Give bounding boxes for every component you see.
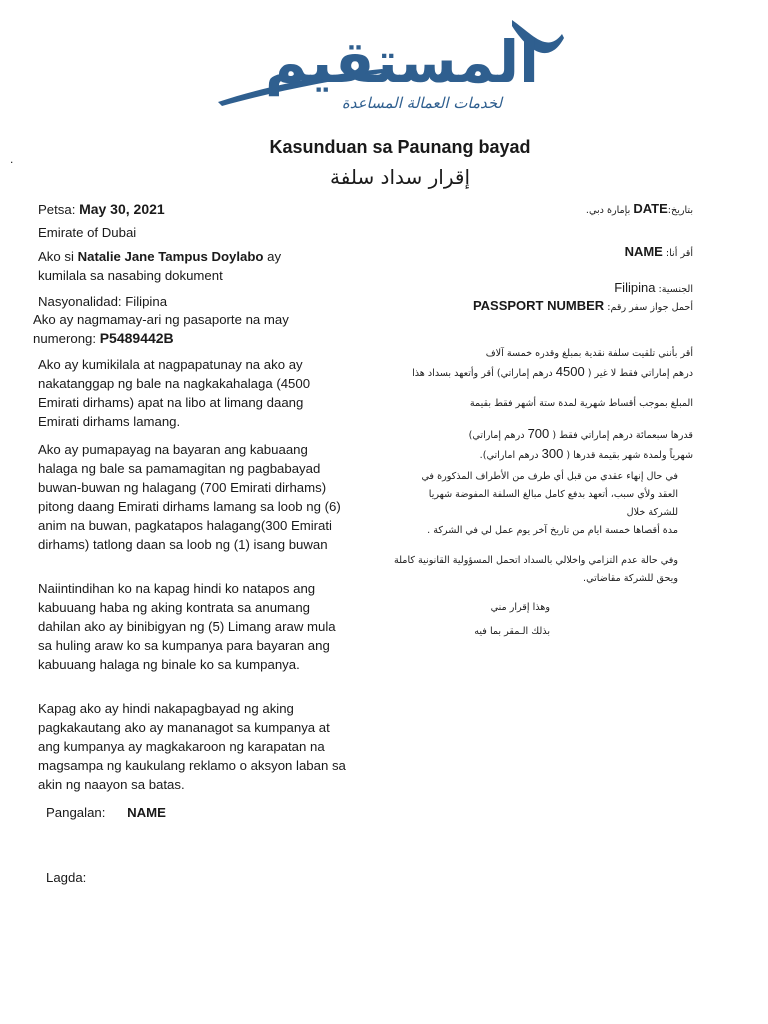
ar-p1-line2 — [412, 363, 693, 383]
date-value: May 30, 2021 — [79, 201, 165, 217]
document-title-arabic: إقرار سداد سلفة — [329, 165, 471, 189]
paragraph-4: Kapag ako ay hindi nakapagbayad ng aking pagkakautang ako ay mananagot sa kumpanya at ang kumpanya ay magkakaroon ng karapatan na magsampa ng kaukulang reklamo o aksyon laban sa akin ng naayon sa batas. — [38, 701, 346, 792]
ar-paragraph-2 — [421, 468, 678, 540]
logo-arabic-name: المستقيم — [264, 28, 540, 96]
ar-p1-line4 — [412, 425, 693, 445]
paragraph-liability — [38, 699, 348, 794]
ar-passport-en: PASSPORT NUMBER — [472, 298, 605, 313]
ar-date-place: بإمارة دبي. — [585, 205, 631, 216]
ar-paragraph-3 — [394, 552, 678, 588]
passport-line2: numerong: — [33, 331, 97, 346]
ar-amount-300: 300 — [541, 446, 564, 461]
ar-p2-line1: في حال إنهاء عقدي من قبل أي طرف من الأطراف المذكورة في — [421, 471, 678, 482]
ar-nationality-line — [614, 279, 693, 299]
ar-p1-l2b: درهم إماراتي) أقر وأتعهد بسداد هذا — [412, 368, 553, 379]
ar-date-label: بتاريخ: — [667, 205, 693, 216]
paragraph-2: Ako ay pumapayag na bayaran ang kabuaang halaga ng bale sa pamamagitan ng pagbabayad buwan-buwan ng halagang (700 Emirati dirhams) pitong daang Emirati dirhams lamang sa loob ng (6) anim na buwan, pagkatapos halagang(300 Emirati dirhams) tatlong daan sa loob ng (1) isang buwan — [38, 442, 341, 552]
name-suffix: ay — [267, 249, 282, 264]
logo-graphic — [212, 14, 572, 114]
nationality-value: Filipina — [125, 294, 168, 309]
person-name: Natalie Jane Tampus Doylabo — [77, 249, 264, 264]
ar-date-en: DATE — [633, 201, 668, 216]
ako-si-label: Ako si — [38, 249, 74, 264]
name-label: Pangalan: — [46, 805, 106, 820]
date-label: Petsa: — [38, 202, 76, 217]
ar-p1-l2a: درهم إماراتي فقط لا غير ( — [587, 368, 693, 379]
ar-p4-line1: وهذا إقرار مني — [490, 602, 550, 613]
place-line: Emirate of Dubai — [38, 225, 137, 240]
name-placeholder: NAME — [127, 805, 166, 820]
ar-p2-line2: العقد ولأي سبب، أتعهد بدفع كامل مبالغ السلفة المفوضة شهريا — [428, 489, 678, 500]
stray-mark: . — [10, 152, 14, 166]
ar-passport-label: أحمل جواز سفر رقم: — [607, 302, 693, 313]
ar-p1-l5a: شهرياً ولمدة شهر بقيمة قدرها ( — [566, 450, 693, 461]
paragraph-1: Ako ay kumikilala at nagpapatunay na ako ay nakatanggap ng bale na nagkakahalaga (4500 Emirati dirhams) apat na libo at limang daang Emirati dirhams lamang. — [38, 357, 311, 429]
ar-p1-line3: المبلغ بموجب أقساط شهرية لمدة ستة أشهر فقط بقيمة — [469, 398, 693, 409]
logo-arabic-tagline: لخدمات العمالة المساعدة — [341, 94, 503, 112]
document-title: Kasunduan sa Paunang bayad — [269, 137, 531, 157]
ar-passport-line — [473, 297, 693, 317]
nationality-label: Nasyonalidad: — [38, 294, 122, 309]
ar-amount-700: 700 — [527, 426, 550, 441]
ar-date-line — [586, 200, 693, 220]
paragraph-3: Naiintindihan ko na kapag hindi ko natapos ang kabuuang haba ng aking kontrata sa anumang dahilan ako ay binibigyan ng (5) Limang araw mula sa huling araw ko sa kumpanya para bayaran ang kabuuang halaga ng binale ko sa kumpanya. — [38, 581, 336, 672]
acknowledge-line — [38, 247, 348, 285]
name-signoff — [46, 803, 356, 822]
ar-name-label: أقر أنا: — [665, 248, 693, 259]
passport-block — [33, 310, 343, 348]
paragraph-repayment — [38, 440, 348, 554]
date-line — [38, 200, 348, 219]
company-logo — [212, 14, 572, 114]
acknowledge-line2: kumilala sa nasabing dokument — [38, 268, 223, 283]
ar-p1-line5 — [412, 445, 693, 465]
nationality-line — [38, 292, 348, 311]
ar-nationality-label: الجنسية: — [658, 284, 693, 295]
paragraph-termination — [38, 579, 348, 674]
ar-p1-l5b: درهم اماراتي). — [479, 450, 539, 461]
ar-p2-line4: مدة أقصاها خمسة ايام من تاريخ آخر يوم عمل لي في الشركة . — [427, 525, 678, 536]
ar-paragraph-1 — [412, 345, 693, 465]
ar-p3-line2: ويحق للشركة مقاضاتي. — [583, 573, 678, 584]
ar-paragraph-4 — [474, 599, 550, 641]
ar-p2-line3: للشركة خلال — [626, 507, 678, 518]
ar-name-en: NAME — [624, 244, 663, 259]
passport-number: P5489442B — [99, 330, 174, 346]
signature-line: Lagda: — [46, 870, 87, 885]
passport-line1: Ako ay nagmamay-ari ng pasaporte na may — [33, 312, 289, 327]
ar-p1-l4a: قدرها سبعمائة درهم إماراتي فقط ( — [552, 430, 693, 441]
ar-p3-line1: وفي حالة عدم التزامي واخلالي بالسداد اتحمل المسؤولية القانونية كاملة — [393, 555, 678, 566]
ar-nationality-value: Filipina — [614, 280, 656, 295]
ar-p1-l4b: درهم إماراتي) — [468, 430, 525, 441]
paragraph-advance-received — [38, 355, 348, 431]
ar-amount-4500: 4500 — [555, 364, 585, 379]
ar-name-line — [625, 243, 693, 263]
ar-p4-line2: بذلك الـمقر بما فيه — [474, 626, 550, 637]
ar-p1-line1: أقر بأنني تلقيت سلفة نقدية بمبلغ وقدره خمسة آلاف — [485, 348, 693, 359]
